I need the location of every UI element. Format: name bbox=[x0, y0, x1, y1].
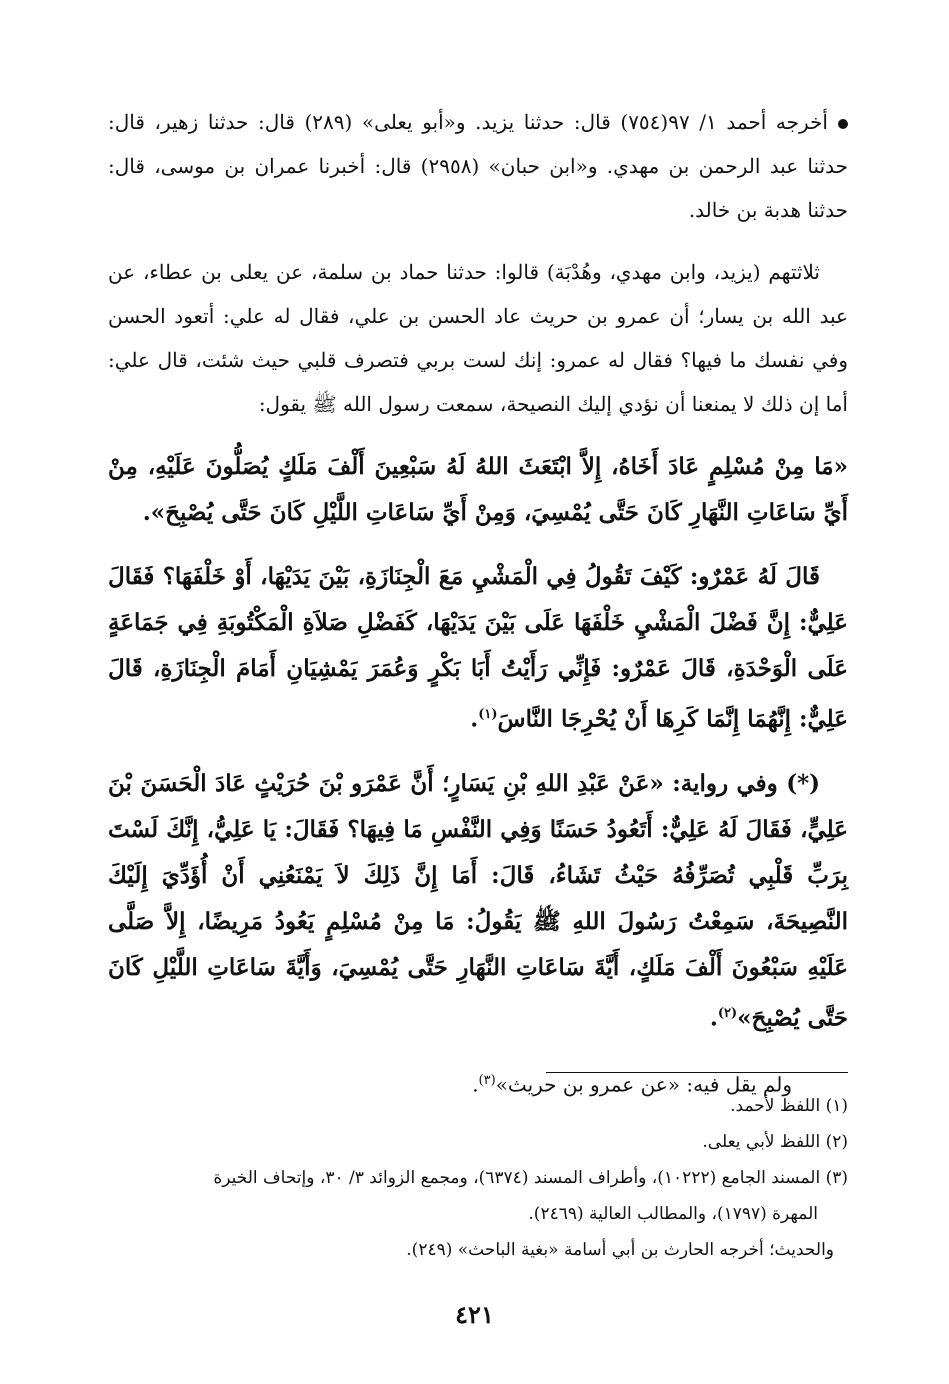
paragraph-takhrij-text: أخرجه أحمد ١/ ٩٧(٧٥٤) قال: حدثنا يزيد. و«أبو يعلى» (٢٨٩) قال: حدثنا زهير، قال: حدثنا عبد الرحمن بن مهدي. و«ابن حبان» (٢٩٥٨) قال: أخبرنا عمران بن موسى، قال: حدثنا هدبة بن خالد. bbox=[108, 110, 848, 222]
hadith-quote-3-text: (*) وفي رواية: «عَنْ عَبْدِ اللهِ بْنِ يَسَارٍ؛ أَنَّ عَمْرَو بْنَ حُرَيْثٍ عَادَ الْحَسَنَ بْنَ عَلِيٍّ، فَقَالَ لَهُ عَلِيٌّ: أَتَعُودُ حَسَنًا وَفِي النَّفْسِ مَا فِيهَا؟ فَقَالَ: يَا عَلِيُّ، إِنَّكَ لَسْتَ بِرَبِّ قَلْبِي تُصَرِّفُهُ حَيْثُ تَشَاءُ، قَالَ: أَمَا إِنَّ ذَلِكَ لاَ يَمْنَعُنِي أَنْ أُؤَدِّيَ إِلَيْكَ النَّصِيحَةَ، سَمِعْتُ رَسُولَ اللهِ ﷺ يَقُولُ: مَا مِنْ مُسْلِمٍ يَعُودُ مَرِيضًا، إِلاَّ صَلَّى عَلَيْهِ سَبْعُونَ أَلْفَ مَلَكٍ، أَيَّةَ سَاعَاتِ النَّهَارِ حَتَّى يُمْسِيَ، وَأَيَّةَ سَاعَاتِ اللَّيْلِ كَانَ حَتَّى يُصْبِحَ» bbox=[108, 769, 848, 1032]
footnote-2: (٢) اللفظ لأبي يعلى. bbox=[702, 1132, 848, 1152]
footnote-ref-2: (٢) bbox=[717, 1005, 738, 1021]
footnote-3-continued: المهرة (١٧٩٧)، والمطالب العالية (٢٤٦٩). bbox=[528, 1204, 818, 1224]
closing-note: ولم يقل فيه: «عن عمرو بن حريث»$^{(٣)}$. bbox=[472, 1072, 792, 1097]
footnote-ref-1: (١) bbox=[478, 707, 498, 722]
paragraph-isnad: ثلاثتهم (يزيد، وابن مهدي، وهُدْبَة) قالوا: حدثنا حماد بن سلمة، عن يعلى بن عطاء، عن عبد الله بن يسار؛ أن عمرو بن حريث عاد الحسن بن علي، فقال له علي: أتعود الحسن وفي نفسك ما فيها؟ فقال له عمرو: إنك لست بربي فتصرف قلبي حيث شئت، قال علي: أما إن ذلك لا يمنعنا أن نؤدي إليك النصيحة، سمعت رسول الله ﷺ يقول: bbox=[108, 260, 848, 416]
bullet-icon bbox=[838, 119, 848, 129]
footnote-separator bbox=[546, 1072, 848, 1073]
closing-note-text: ولم يقل فيه: «عن عمرو بن حريث» bbox=[495, 1072, 792, 1097]
hadith-quote-2-text: قَالَ لَهُ عَمْرٌو: كَيْفَ تَقُولُ فِي الْمَشْيِ مَعَ الْجِنَازَةِ، بَيْنَ يَدَيْهَا، أَوْ خَلْفَهَا؟ فَقَالَ عَلِيٌّ: إِنَّ فَضْلَ الْمَشْيِ خَلْفَهَا عَلَى بَيْنَ يَدَيْهَا، كَفَضْلِ صَلاَةِ الْمَكْتُوبَةِ فِي جَمَاعَةٍ عَلَى الْوَحْدَةِ، قَالَ عَمْرٌو: فَإِنِّي رَأَيْتُ أَبَا بَكْرٍ وَعُمَرَ يَمْشِيَانِ أَمَامَ الْجِنَازَةِ، قَالَ عَلِيٌّ: إِنَّهُمَا إِنَّمَا كَرِهَا أَنْ يُحْرِجَا النَّاسَ bbox=[108, 563, 848, 733]
hadith-quote-3: (*) وفي رواية: «عَنْ عَبْدِ اللهِ بْنِ يَسَارٍ؛ أَنَّ عَمْرَو بْنَ حُرَيْثٍ عَادَ الْحَسَنَ بْنَ عَلِيٍّ، فَقَالَ لَهُ عَلِيٌّ: أَتَعُودُ حَسَنًا وَفِي النَّفْسِ مَا فِيهَا؟ فَقَالَ: يَا عَلِيُّ، إِنَّكَ لَسْتَ بِرَبِّ قَلْبِي تُصَرِّفُهُ حَيْثُ تَشَاءُ، قَالَ: أَمَا إِنَّ ذَلِكَ لاَ يَمْنَعُنِي أَنْ أُؤَدِّيَ إِلَيْكَ النَّصِيحَةَ، سَمِعْتُ رَسُولَ اللهِ ﷺ يَقُولُ: مَا مِنْ مُسْلِمٍ يَعُودُ مَرِيضًا، إِلاَّ صَلَّى عَلَيْهِ سَبْعُونَ أَلْفَ مَلَكٍ، أَيَّةَ سَاعَاتِ النَّهَارِ حَتَّى يُمْسِيَ، وَأَيَّةَ سَاعَاتِ اللَّيْلِ كَانَ حَتَّى يُصْبِحَ»$^{(٢)}$. bbox=[108, 769, 848, 1032]
hadith-quote-2: قَالَ لَهُ عَمْرٌو: كَيْفَ تَقُولُ فِي الْمَشْيِ مَعَ الْجِنَازَةِ، بَيْنَ يَدَيْهَا، أَوْ خَلْفَهَا؟ فَقَالَ عَلِيٌّ: إِنَّ فَضْلَ الْمَشْيِ خَلْفَهَا عَلَى بَيْنَ يَدَيْهَا، كَفَضْلِ صَلاَةِ الْمَكْتُوبَةِ فِي جَمَاعَةٍ عَلَى الْوَحْدَةِ، قَالَ عَمْرٌو: فَإِنِّي رَأَيْتُ أَبَا بَكْرٍ وَعُمَرَ يَمْشِيَانِ أَمَامَ الْجِنَازَةِ، قَالَ عَلِيٌّ: إِنَّهُمَا إِنَّمَا كَرِهَا أَنْ يُحْرِجَا النَّاسَ$^{(١)}$. bbox=[108, 563, 848, 733]
main-text bbox=[108, 100, 848, 1107]
footnotes bbox=[108, 1088, 848, 1268]
footnote-ref-3: (٣) bbox=[478, 1073, 496, 1089]
footnote-1: (١) اللفظ لأحمد. bbox=[730, 1096, 848, 1116]
footnote-3-extra: والحديث؛ أخرجه الحارث بن أبي أسامة «بغية الباحث» (٢٤٩). bbox=[406, 1240, 834, 1260]
hadith-quote-1: «مَا مِنْ مُسْلِمٍ عَادَ أَخَاهُ، إِلاَّ ابْتَعَثَ اللهُ لَهُ سَبْعِينَ أَلْفَ مَلَكٍ يُصَلُّونَ عَلَيْهِ، مِنْ أَيِّ سَاعَاتِ النَّهَارِ كَانَ حَتَّى يُمْسِيَ، وَمِنْ أَيِّ سَاعَاتِ اللَّيْلِ كَانَ حَتَّى يُصْبِحَ». bbox=[108, 453, 848, 526]
paragraph-takhrij bbox=[108, 100, 848, 232]
footnote-3: (٣) المسند الجامع (١٠٢٢٢)، وأطراف المسند (٦٣٧٤)، ومجمع الزوائد ٣/ ٣٠، وإتحاف الخيرة bbox=[213, 1168, 848, 1188]
page-number: ٤٢١ bbox=[455, 1300, 494, 1329]
